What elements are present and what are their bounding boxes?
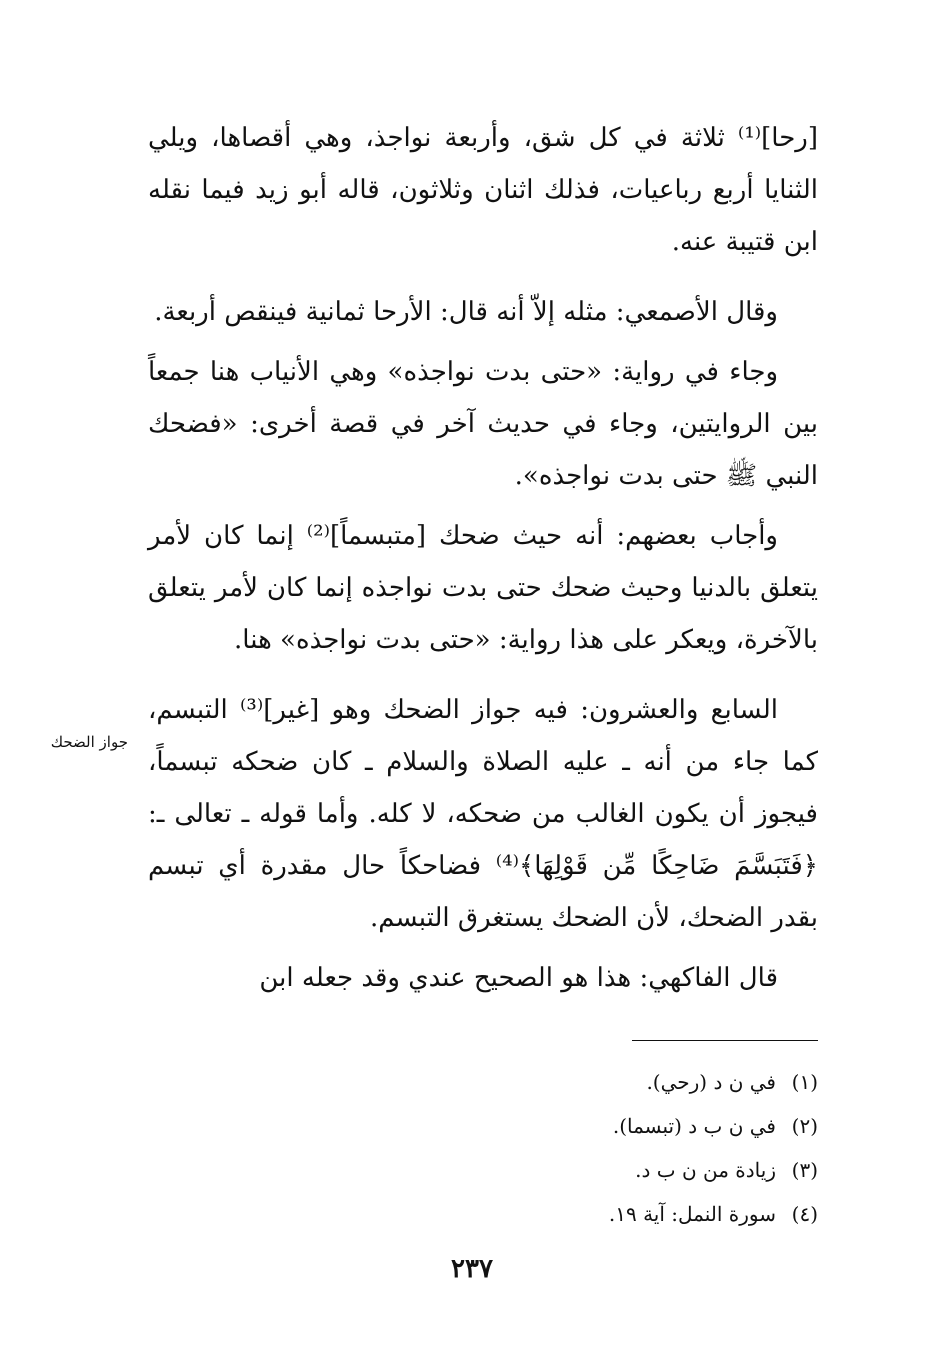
footnote-text: في ن د (رحي). [646,1070,776,1094]
footnote-item [420,1060,818,1104]
page-number: ٢٣٧ [451,1254,493,1284]
footnote-text: زيادة من ن ب د. [635,1158,776,1182]
paragraph-4: وأجاب بعضهم: أنه حيث ضحك [متبسماً]⁽²⁾ إنما كان لأمر يتعلق بالدنيا وحيث ضحك حتى بدت نواجذه إنما كان لأمر يتعلق بالآخرة، ويعكر على هذا رواية: «حتى بدت نواجذه» هنا. [148,521,818,655]
paragraph-1: [رحا]⁽¹⁾ ثلاثة في كل شق، وأربعة نواجذ، وهي أقصاها، ويلي الثنايا أربع رباعيات، فذلك اثنان وثلاثون، قاله أبو زيد فيما نقله ابن قتيبة عنه. [148,123,818,257]
footnote-divider [632,1040,818,1041]
footnote-number: (٣) [791,1158,818,1182]
footnote-number: (٤) [791,1202,818,1226]
paragraph-3: وجاء في رواية: «حتى بدت نواجذه» وهي الأنياب هنا جمعاً بين الروايتين، وجاء في حديث آخر في قصة أخرى: «فضحك النبي ﷺ حتى بدت نواجذه». [148,357,818,491]
margin-note: جواز الضحك [50,733,128,751]
footnote-number: (١) [791,1070,818,1094]
footnote-text: سورة النمل: آية ١٩. [608,1202,776,1226]
paragraph-6: قال الفاكهي: هذا هو الصحيح عندي وقد جعله ابن [259,963,778,993]
main-text [148,112,818,1004]
footnote-number: (٢) [791,1114,818,1138]
paragraph-5: السابع والعشرون: فيه جواز الضحك وهو [غير]⁽³⁾ التبسم، كما جاء من أنه ـ عليه الصلاة والسلام ـ كان ضحكه تبسماً، فيجوز أن يكون الغالب من ضحكه، لا كله. وأما قوله ـ تعالى ـ: ﴿فَتَبَسَّمَ ضَاحِكًا مِّن قَوْلِهَا﴾⁽⁴⁾ فضاحكاً حال مقدرة أي تبسم بقدر الضحك، لأن الضحك يستغرق التبسم. [148,695,818,933]
footnote-text: في ن ب د (تبسما). [612,1114,776,1138]
footnote-item [420,1192,818,1236]
footnote-item [420,1148,818,1192]
paragraph-2: وقال الأصمعي: مثله إلاّ أنه قال: الأرحا ثمانية فينقص أربعة. [154,297,778,327]
footnote-item [420,1104,818,1148]
footnotes [420,1060,818,1236]
